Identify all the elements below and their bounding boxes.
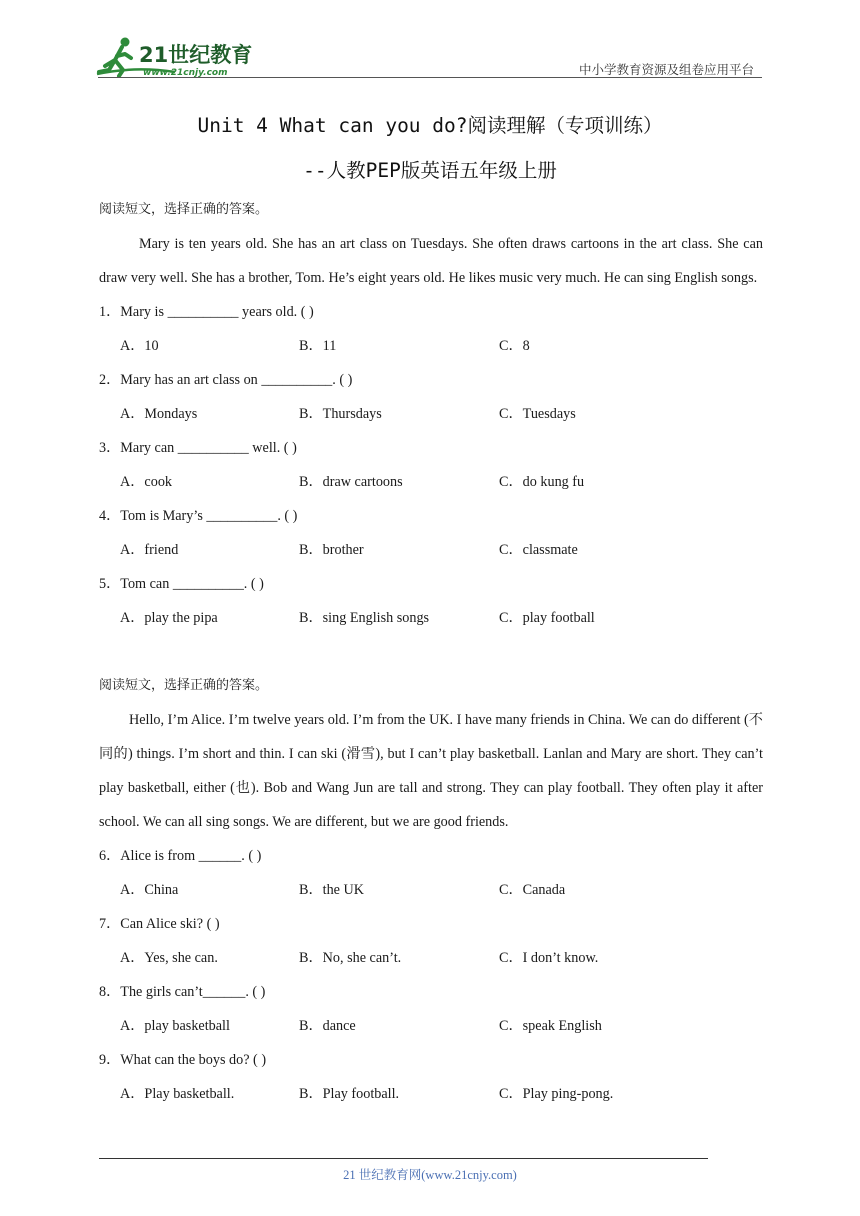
option-a[interactable]: A．China bbox=[120, 882, 179, 898]
logo-runner-icon bbox=[95, 36, 265, 78]
page-header bbox=[0, 0, 860, 80]
question-2 bbox=[99, 363, 763, 431]
question-7 bbox=[99, 907, 763, 975]
option-b[interactable]: B．Play football. bbox=[299, 1086, 400, 1102]
option-a[interactable]: A．cook bbox=[120, 474, 173, 490]
question-options bbox=[99, 329, 763, 363]
question-options bbox=[99, 465, 763, 499]
option-b[interactable]: B．11 bbox=[299, 338, 337, 354]
question-stem: 6．Alice is from ______. ( ) bbox=[99, 848, 262, 864]
question-stem: 1．Mary is __________ years old. ( ) bbox=[99, 304, 314, 320]
question-options bbox=[99, 873, 763, 907]
svg-text:21世纪教育: 21世纪教育 bbox=[139, 43, 253, 67]
question-6 bbox=[99, 839, 763, 907]
option-b[interactable]: B．Thursdays bbox=[299, 406, 382, 422]
header-divider bbox=[98, 77, 762, 78]
option-b[interactable]: B．No, she can’t. bbox=[299, 950, 402, 966]
option-a[interactable]: A．friend bbox=[120, 542, 179, 558]
section2-passage: Hello, I’m Alice. I’m twelve years old. I’m from the UK. I have many friends in China. We can do different (不同的) things. I’m short and thin. I can ski (滑雪), but I can’t play basketball. Lanlan and Mary are short. They can’t play basketball, either (也). Bob and Wang Jun are tall and strong. They can play football. They often play it after school. We can all sing songs. We are different, but we are good friends. bbox=[99, 712, 763, 830]
option-b[interactable]: B．the UK bbox=[299, 882, 365, 898]
question-3 bbox=[99, 431, 763, 499]
question-stem: 2．Mary has an art class on __________. ( ) bbox=[99, 372, 353, 388]
option-c[interactable]: C．Canada bbox=[499, 882, 566, 898]
option-a[interactable]: A．Yes, she can. bbox=[120, 950, 218, 966]
question-stem: 4．Tom is Mary’s __________. ( ) bbox=[99, 508, 298, 524]
question-9 bbox=[99, 1043, 763, 1111]
option-a[interactable]: A．play basketball bbox=[120, 1018, 230, 1034]
question-1 bbox=[99, 295, 763, 363]
question-stem: 5．Tom can __________. ( ) bbox=[99, 576, 264, 592]
option-c[interactable]: C．8 bbox=[499, 338, 530, 354]
worksheet-title: Unit 4 What can you do?阅读理解（专项训练） bbox=[197, 114, 663, 137]
option-a[interactable]: A．Play basketball. bbox=[120, 1086, 235, 1102]
option-b[interactable]: B．brother bbox=[299, 542, 364, 558]
question-4 bbox=[99, 499, 763, 567]
worksheet-subtitle: --人教PEP版英语五年级上册 bbox=[303, 159, 557, 182]
question-stem: 3．Mary can __________ well. ( ) bbox=[99, 440, 297, 456]
site-logo bbox=[95, 36, 265, 78]
option-b[interactable]: B．draw cartoons bbox=[299, 474, 403, 490]
section1-instruction: 阅读短文，选择正确的答案。 bbox=[99, 202, 269, 217]
option-a[interactable]: A．10 bbox=[120, 338, 159, 354]
option-c[interactable]: C．Tuesdays bbox=[499, 406, 576, 422]
option-c[interactable]: C．speak English bbox=[499, 1018, 602, 1034]
question-8 bbox=[99, 975, 763, 1043]
option-c[interactable]: C．Play ping-pong. bbox=[499, 1086, 614, 1102]
platform-tagline: 中小学教育资源及组卷应用平台 bbox=[578, 62, 754, 77]
section1-passage: Mary is ten years old. She has an art class on Tuesdays. She often draws cartoons in the art class. She can draw very well. She has a brother, Tom. He’s eight years old. He likes music very much. He can sing English songs. bbox=[99, 236, 763, 286]
option-c[interactable]: C．classmate bbox=[499, 542, 578, 558]
option-b[interactable]: B．sing English songs bbox=[299, 610, 430, 626]
question-stem: 9．What can the boys do? ( ) bbox=[99, 1052, 267, 1068]
option-c[interactable]: C．play football bbox=[499, 610, 595, 626]
question-options bbox=[99, 397, 763, 431]
option-c[interactable]: C．do kung fu bbox=[499, 474, 585, 490]
question-5 bbox=[99, 567, 763, 635]
question-stem: 7．Can Alice ski? ( ) bbox=[99, 916, 220, 932]
worksheet-body bbox=[99, 193, 763, 1111]
svg-text:www.21cnjy.com: www.21cnjy.com bbox=[143, 68, 228, 78]
question-options bbox=[99, 601, 763, 635]
question-options bbox=[99, 1009, 763, 1043]
question-options bbox=[99, 1077, 763, 1111]
option-a[interactable]: A．play the pipa bbox=[120, 610, 218, 626]
option-a[interactable]: A．Mondays bbox=[120, 406, 198, 422]
question-options bbox=[99, 941, 763, 975]
section-spacer bbox=[99, 635, 763, 669]
option-b[interactable]: B．dance bbox=[299, 1018, 356, 1034]
section2-instruction: 阅读短文，选择正确的答案。 bbox=[99, 678, 269, 693]
footer-link[interactable]: 21 世纪教育网(www.21cnjy.com) bbox=[343, 1168, 517, 1182]
question-options bbox=[99, 533, 763, 567]
question-stem: 8．The girls can’t______. ( ) bbox=[99, 984, 266, 1000]
footer-divider bbox=[99, 1158, 708, 1159]
option-c[interactable]: C．I don’t know. bbox=[499, 950, 599, 966]
